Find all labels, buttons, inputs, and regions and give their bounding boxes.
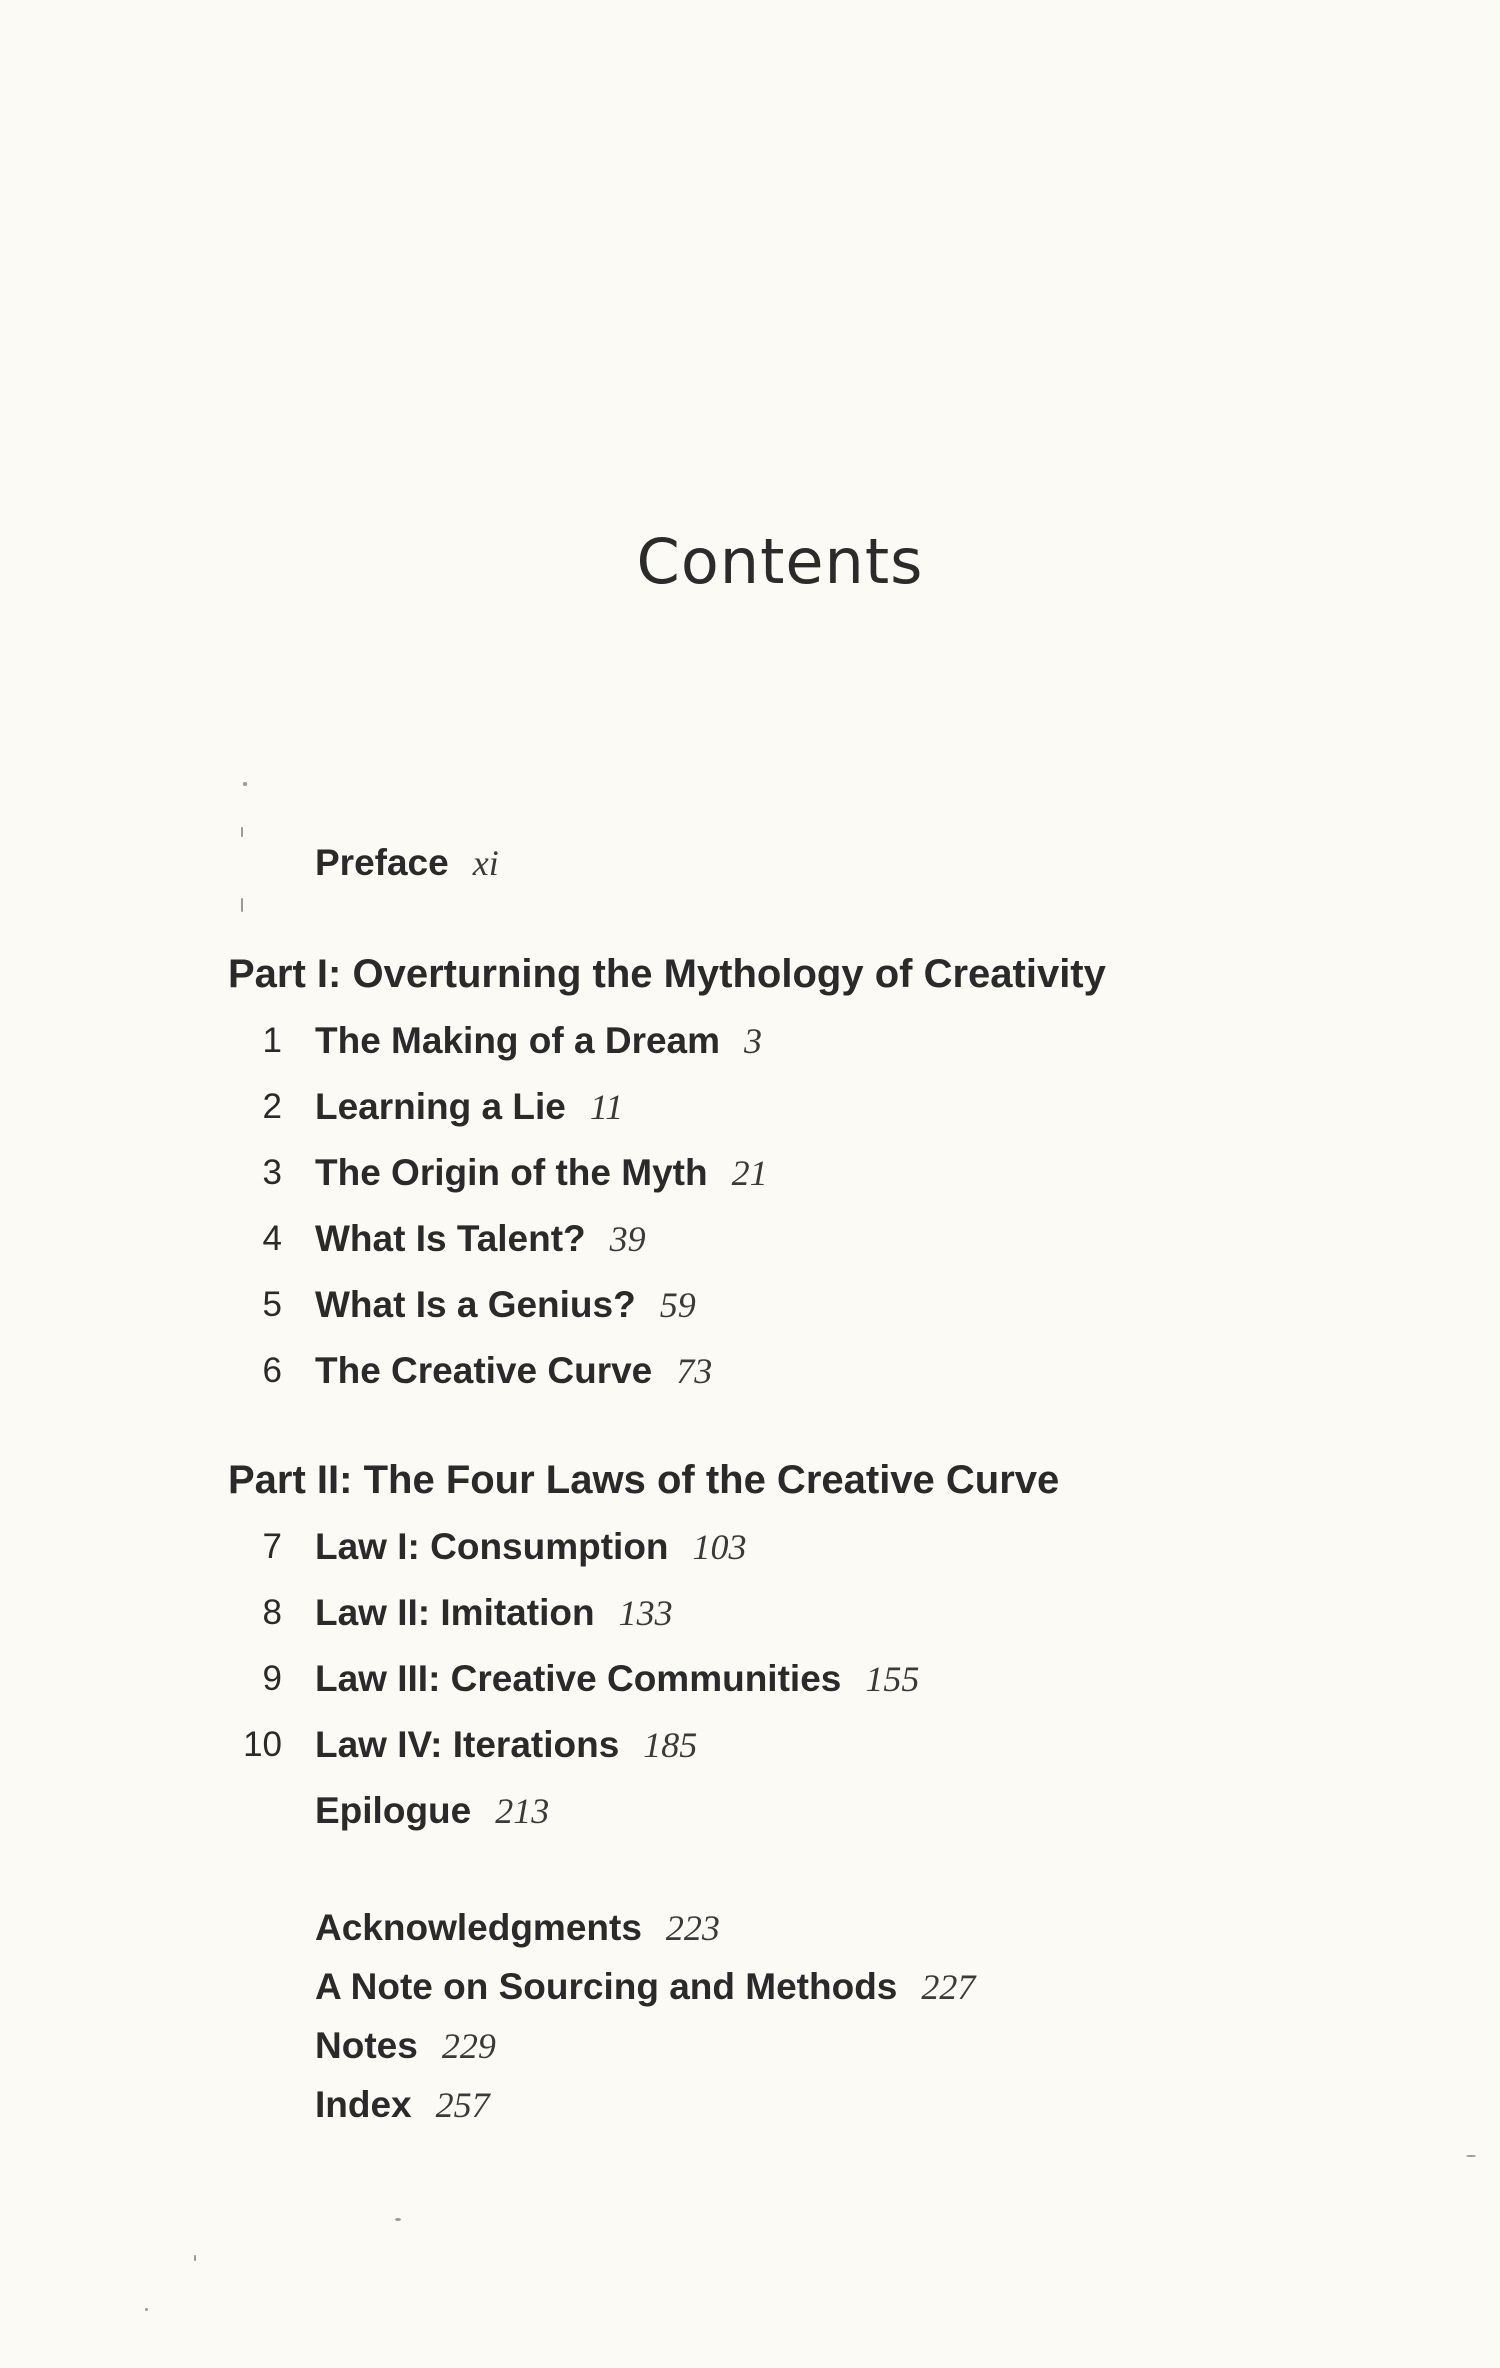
scan-speck — [395, 2218, 401, 2221]
chapter-page: 21 — [731, 1153, 768, 1193]
chapter-title: The Origin of the Myth — [315, 1152, 708, 1193]
chapter-entry — [315, 1657, 919, 1702]
chapter-title: What Is Talent? — [315, 1218, 586, 1259]
chapter-number: 4 — [262, 1219, 282, 1258]
back-matter-label: Index — [315, 2084, 412, 2125]
chapter-entry — [315, 1085, 623, 1130]
part-2-title: Part II: The Four Laws of the Creative Curve — [228, 1458, 1060, 1502]
chapter-page: 11 — [589, 1087, 624, 1127]
epilogue-page: 213 — [495, 1791, 550, 1831]
preface-entry — [315, 841, 499, 886]
chapter-entry — [315, 1349, 712, 1394]
back-matter-page: 227 — [921, 1967, 976, 2007]
chapter-title: Law II: Imitation — [315, 1592, 595, 1633]
chapter-title: The Creative Curve — [315, 1350, 653, 1391]
scan-speck — [241, 827, 243, 837]
chapter-number: 9 — [262, 1659, 282, 1698]
epilogue-label: Epilogue — [315, 1790, 472, 1831]
chapter-number: 3 — [262, 1153, 282, 1192]
scan-speck — [243, 782, 247, 786]
chapter-page: 39 — [609, 1219, 646, 1259]
back-matter-label: A Note on Sourcing and Methods — [315, 1966, 898, 2007]
scan-speck — [1466, 2155, 1476, 2157]
chapter-entry — [315, 1591, 673, 1636]
back-matter-label: Acknowledgments — [315, 1907, 642, 1948]
chapter-page: 73 — [676, 1351, 713, 1391]
chapter-number: 8 — [262, 1593, 282, 1632]
part-1-title: Part I: Overturning the Mythology of Creativity — [228, 952, 1106, 996]
back-matter-label: Notes — [315, 2025, 418, 2066]
preface-page: xi — [472, 843, 499, 883]
back-matter-page: 223 — [665, 1908, 720, 1948]
chapter-number: 5 — [262, 1285, 282, 1324]
chapter-number: 10 — [243, 1725, 282, 1764]
scan-speck — [194, 2255, 196, 2261]
chapter-number: 7 — [262, 1527, 282, 1566]
chapter-entry — [315, 1723, 697, 1768]
chapter-entry — [315, 1151, 768, 1196]
back-matter-entry — [315, 1906, 720, 1951]
preface-label: Preface — [315, 842, 449, 883]
scan-speck — [145, 2308, 148, 2311]
chapter-title: Law III: Creative Communities — [315, 1658, 842, 1699]
chapter-entry — [315, 1283, 696, 1328]
back-matter-page: 229 — [441, 2026, 496, 2066]
chapter-title: The Making of a Dream — [315, 1020, 721, 1061]
chapter-page: 59 — [659, 1285, 696, 1325]
chapter-title: What Is a Genius? — [315, 1284, 636, 1325]
chapter-page: 3 — [744, 1021, 763, 1061]
back-matter-entry — [315, 2024, 496, 2069]
epilogue-entry — [315, 1789, 549, 1834]
chapter-page: 103 — [692, 1527, 747, 1567]
back-matter-page: 257 — [435, 2085, 490, 2125]
chapter-page: 155 — [865, 1659, 920, 1699]
chapter-number: 2 — [262, 1087, 282, 1126]
chapter-number: 6 — [262, 1351, 282, 1390]
chapter-entry — [315, 1019, 762, 1064]
chapter-title: Law I: Consumption — [315, 1526, 669, 1567]
chapter-number: 1 — [262, 1021, 282, 1060]
chapter-title: Law IV: Iterations — [315, 1724, 620, 1765]
back-matter-entry — [315, 1965, 975, 2010]
page-title: Contents — [636, 525, 924, 598]
chapter-page: 133 — [618, 1593, 673, 1633]
chapter-entry — [315, 1525, 747, 1570]
back-matter-entry — [315, 2083, 490, 2128]
chapter-entry — [315, 1217, 646, 1262]
scan-speck — [241, 898, 243, 912]
chapter-page: 185 — [643, 1725, 698, 1765]
chapter-title: Learning a Lie — [315, 1086, 566, 1127]
